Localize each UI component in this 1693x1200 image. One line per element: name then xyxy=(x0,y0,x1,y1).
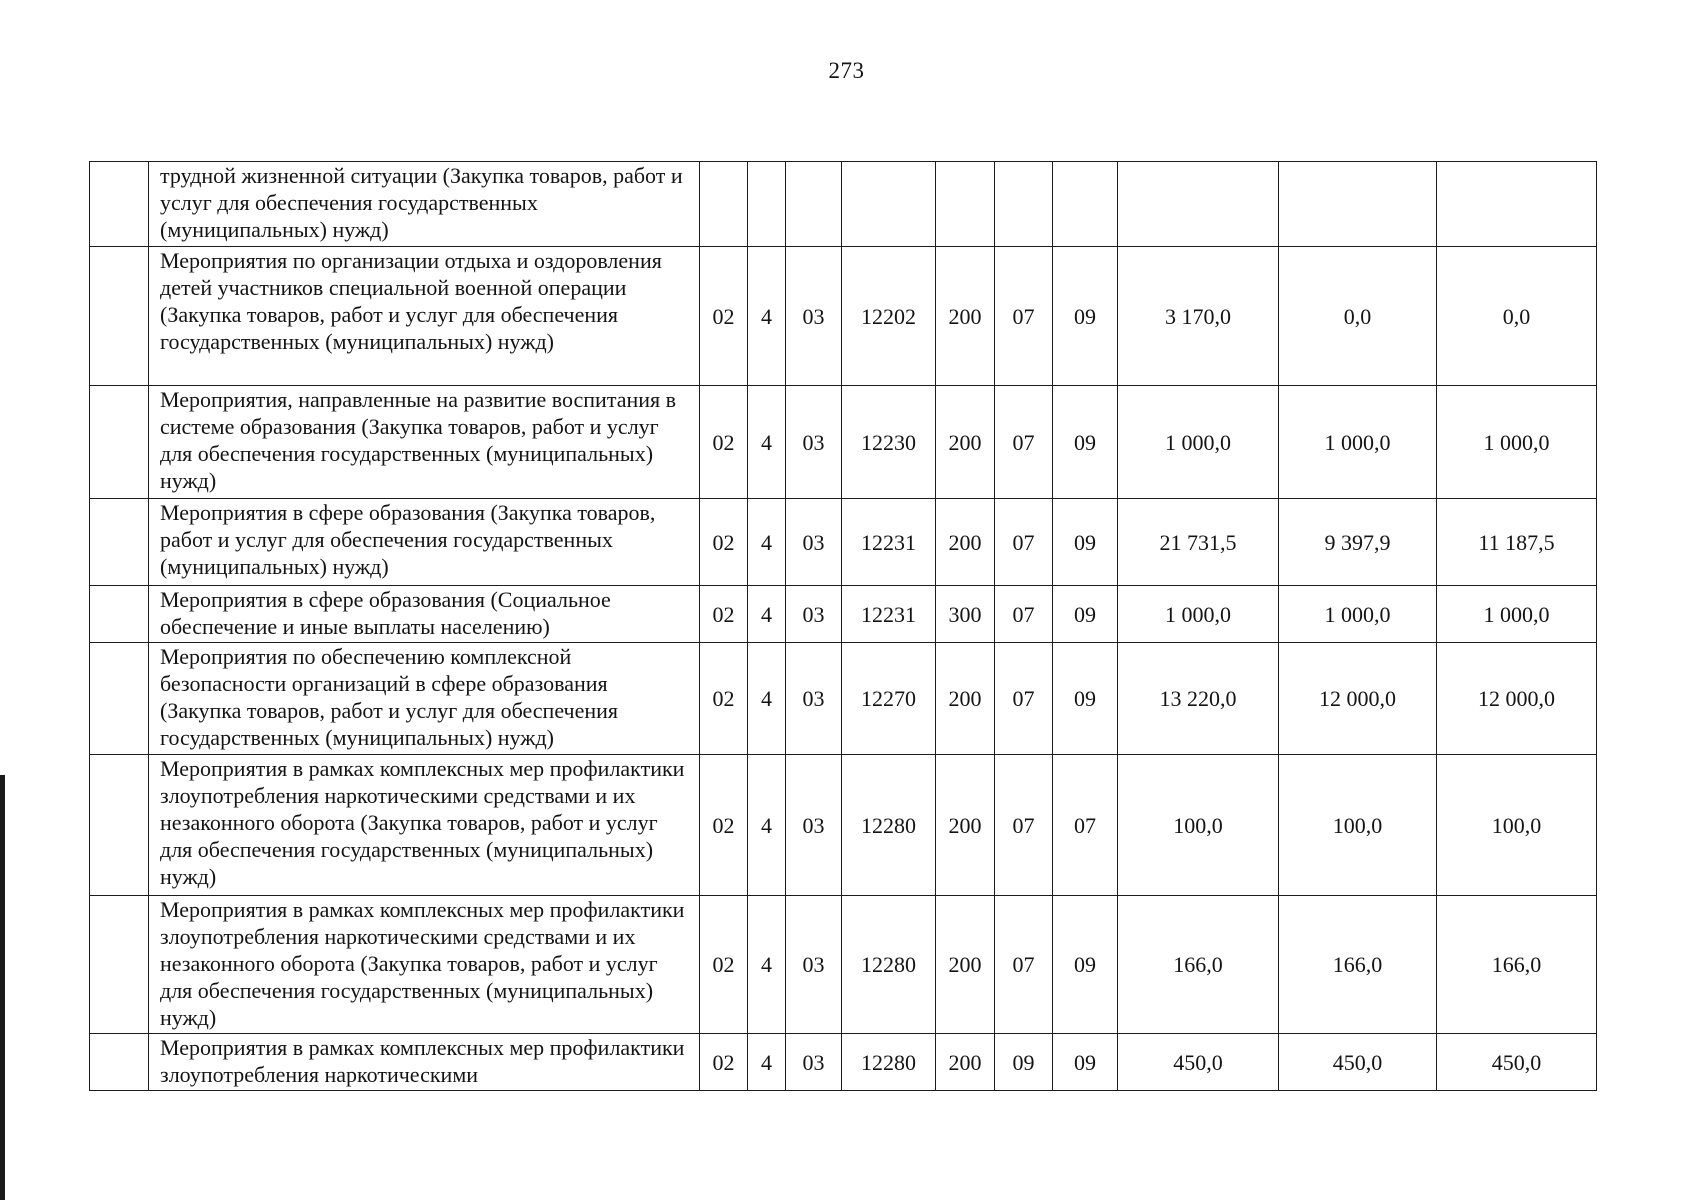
code-cell: 12231 xyxy=(842,586,936,643)
code-cell: 09 xyxy=(1053,247,1118,386)
code-cell: 07 xyxy=(995,896,1053,1034)
row-number-cell xyxy=(90,1034,149,1091)
code-cell: 300 xyxy=(936,586,995,643)
code-cell: 02 xyxy=(700,499,748,586)
code-cell: 200 xyxy=(936,1034,995,1091)
code-cell: 02 xyxy=(700,1034,748,1091)
description-cell: Мероприятия по организации отдыха и оздоровления детей участников специальной военной операции (Закупка товаров, работ и услуг для обеспечения государственных (муниципальных) нужд) xyxy=(149,247,700,386)
amount-cell: 450,0 xyxy=(1279,1034,1437,1091)
amount-cell: 166,0 xyxy=(1279,896,1437,1034)
code-cell: 07 xyxy=(995,499,1053,586)
code-cell: 09 xyxy=(1053,896,1118,1034)
code-cell: 03 xyxy=(786,755,842,896)
code-cell: 4 xyxy=(748,499,786,586)
description-cell: трудной жизненной ситуации (Закупка товаров, работ и услуг для обеспечения государственных (муниципальных) нужд) xyxy=(149,162,700,247)
table-row xyxy=(90,162,1597,247)
table-row xyxy=(90,247,1597,386)
amount-cell: 450,0 xyxy=(1437,1034,1597,1091)
table-row xyxy=(90,386,1597,499)
code-cell: 200 xyxy=(936,643,995,755)
table-row xyxy=(90,1034,1597,1091)
code-cell: 12230 xyxy=(842,386,936,499)
amount-cell: 13 220,0 xyxy=(1118,643,1279,755)
code-cell xyxy=(936,162,995,247)
amount-cell: 9 397,9 xyxy=(1279,499,1437,586)
code-cell: 09 xyxy=(995,1034,1053,1091)
table-row xyxy=(90,643,1597,755)
amount-cell: 100,0 xyxy=(1118,755,1279,896)
code-cell: 09 xyxy=(1053,499,1118,586)
code-cell: 09 xyxy=(1053,586,1118,643)
amount-cell: 0,0 xyxy=(1437,247,1597,386)
description-cell: Мероприятия по обеспечению комплексной безопасности организаций в сфере образования (Закупка товаров, работ и услуг для обеспечения государственных (муниципальных) нужд) xyxy=(149,643,700,755)
description-cell: Мероприятия, направленные на развитие воспитания в системе образования (Закупка товаров, работ и услуг для обеспечения государственных (муниципальных) нужд) xyxy=(149,386,700,499)
table-row xyxy=(90,755,1597,896)
code-cell: 03 xyxy=(786,1034,842,1091)
amount-cell: 166,0 xyxy=(1437,896,1597,1034)
amount-cell: 12 000,0 xyxy=(1437,643,1597,755)
code-cell: 4 xyxy=(748,755,786,896)
code-cell: 12270 xyxy=(842,643,936,755)
code-cell: 07 xyxy=(995,247,1053,386)
code-cell: 02 xyxy=(700,386,748,499)
amount-cell: 1 000,0 xyxy=(1279,386,1437,499)
code-cell: 4 xyxy=(748,1034,786,1091)
code-cell: 07 xyxy=(1053,755,1118,896)
amount-cell: 3 170,0 xyxy=(1118,247,1279,386)
row-number-cell xyxy=(90,755,149,896)
code-cell: 03 xyxy=(786,386,842,499)
code-cell: 07 xyxy=(995,586,1053,643)
code-cell xyxy=(700,162,748,247)
amount-cell: 0,0 xyxy=(1279,247,1437,386)
amount-cell: 1 000,0 xyxy=(1118,386,1279,499)
page-number: 273 xyxy=(828,58,865,83)
code-cell: 02 xyxy=(700,643,748,755)
code-cell xyxy=(748,162,786,247)
code-cell: 09 xyxy=(1053,386,1118,499)
code-cell: 4 xyxy=(748,386,786,499)
row-number-cell xyxy=(90,162,149,247)
code-cell: 02 xyxy=(700,896,748,1034)
amount-cell: 12 000,0 xyxy=(1279,643,1437,755)
code-cell: 07 xyxy=(995,643,1053,755)
row-number-cell xyxy=(90,643,149,755)
amount-cell: 1 000,0 xyxy=(1279,586,1437,643)
code-cell: 200 xyxy=(936,896,995,1034)
code-cell: 03 xyxy=(786,499,842,586)
code-cell: 03 xyxy=(786,643,842,755)
code-cell: 03 xyxy=(786,586,842,643)
code-cell xyxy=(786,162,842,247)
amount-cell xyxy=(1279,162,1437,247)
row-number-cell xyxy=(90,896,149,1034)
scan-edge-mark xyxy=(0,775,5,1200)
amount-cell: 1 000,0 xyxy=(1437,586,1597,643)
code-cell: 07 xyxy=(995,755,1053,896)
code-cell: 12280 xyxy=(842,896,936,1034)
code-cell: 200 xyxy=(936,247,995,386)
table-body xyxy=(90,162,1597,1091)
code-cell: 03 xyxy=(786,896,842,1034)
code-cell xyxy=(842,162,936,247)
amount-cell xyxy=(1437,162,1597,247)
amount-cell: 100,0 xyxy=(1437,755,1597,896)
code-cell: 07 xyxy=(995,386,1053,499)
code-cell xyxy=(995,162,1053,247)
code-cell: 02 xyxy=(700,247,748,386)
code-cell: 12280 xyxy=(842,1034,936,1091)
table-row xyxy=(90,896,1597,1034)
code-cell: 02 xyxy=(700,755,748,896)
description-cell: Мероприятия в рамках комплексных мер профилактики злоупотребления наркотическими средствами и их незаконного оборота (Закупка товаров, работ и услуг для обеспечения государственных (муниципальных) нужд) xyxy=(149,755,700,896)
code-cell: 200 xyxy=(936,386,995,499)
table-row xyxy=(90,586,1597,643)
amount-cell: 1 000,0 xyxy=(1118,586,1279,643)
code-cell: 02 xyxy=(700,586,748,643)
code-cell: 03 xyxy=(786,247,842,386)
code-cell: 4 xyxy=(748,643,786,755)
amount-cell: 100,0 xyxy=(1279,755,1437,896)
budget-table xyxy=(89,161,1597,1091)
amount-cell: 166,0 xyxy=(1118,896,1279,1034)
code-cell: 12202 xyxy=(842,247,936,386)
amount-cell xyxy=(1118,162,1279,247)
description-cell: Мероприятия в сфере образования (Социальное обеспечение и иные выплаты населению) xyxy=(149,586,700,643)
amount-cell: 11 187,5 xyxy=(1437,499,1597,586)
code-cell xyxy=(1053,162,1118,247)
amount-cell: 21 731,5 xyxy=(1118,499,1279,586)
table-row xyxy=(90,499,1597,586)
row-number-cell xyxy=(90,247,149,386)
row-number-cell xyxy=(90,499,149,586)
description-cell: Мероприятия в сфере образования (Закупка товаров, работ и услуг для обеспечения государственных (муниципальных) нужд) xyxy=(149,499,700,586)
code-cell: 09 xyxy=(1053,643,1118,755)
code-cell: 200 xyxy=(936,755,995,896)
code-cell: 12231 xyxy=(842,499,936,586)
code-cell: 4 xyxy=(748,247,786,386)
amount-cell: 450,0 xyxy=(1118,1034,1279,1091)
description-cell: Мероприятия в рамках комплексных мер профилактики злоупотребления наркотическими xyxy=(149,1034,700,1091)
code-cell: 200 xyxy=(936,499,995,586)
code-cell: 12280 xyxy=(842,755,936,896)
description-cell: Мероприятия в рамках комплексных мер профилактики злоупотребления наркотическими средствами и их незаконного оборота (Закупка товаров, работ и услуг для обеспечения государственных (муниципальных) нужд) xyxy=(149,896,700,1034)
code-cell: 09 xyxy=(1053,1034,1118,1091)
code-cell: 4 xyxy=(748,896,786,1034)
amount-cell: 1 000,0 xyxy=(1437,386,1597,499)
row-number-cell xyxy=(90,386,149,499)
code-cell: 4 xyxy=(748,586,786,643)
row-number-cell xyxy=(90,586,149,643)
